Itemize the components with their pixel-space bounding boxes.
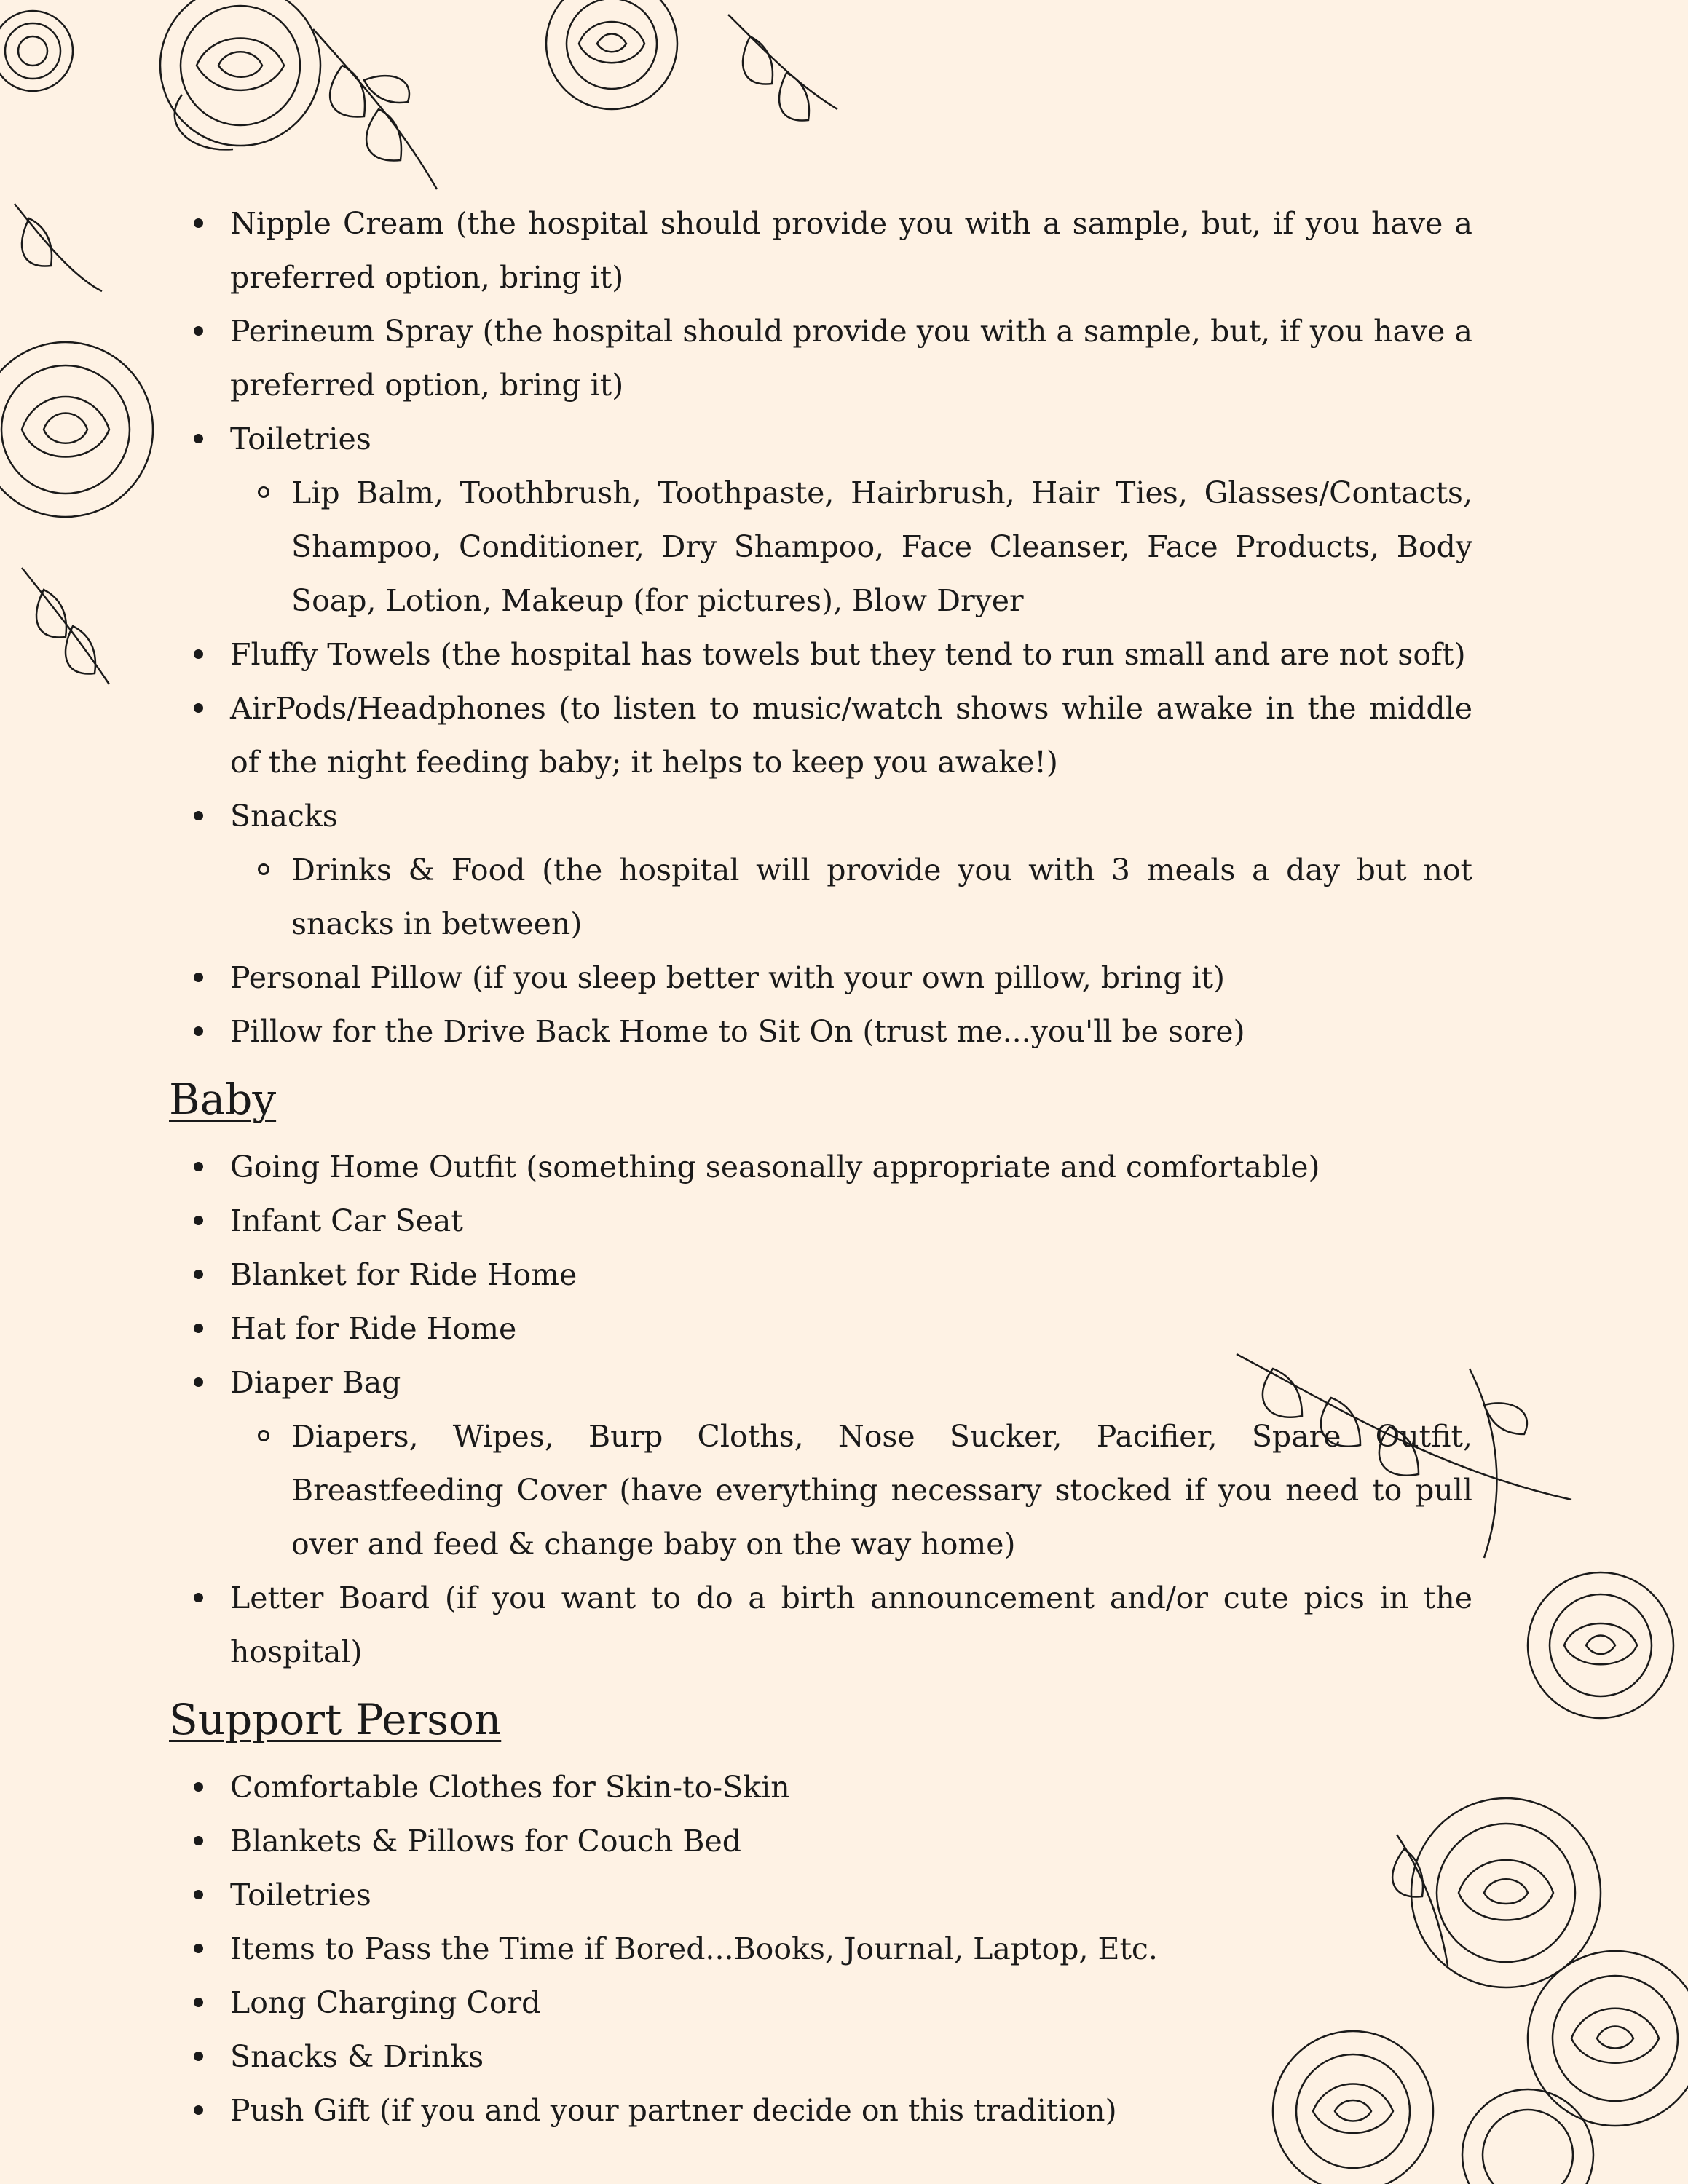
sub-list-item: Drinks & Food (the hospital will provide you with 3 meals a day but not snacks in between): [230, 843, 1472, 951]
list-item: Toiletries: [169, 1868, 1472, 1922]
list-item: Pillow for the Drive Back Home to Sit On (trust me...you'll be sore): [169, 1005, 1472, 1059]
rose-icon: [1528, 1951, 1688, 2126]
checklist-content: [169, 197, 1472, 2137]
list-item: AirPods/Headphones (to listen to music/watch shows while awake in the middle of the night feeding baby; it helps to keep you awake!): [169, 681, 1472, 789]
rose-icon: [160, 0, 320, 149]
list-item: [169, 412, 1472, 628]
list-item: Going Home Outfit (something seasonally appropriate and comfortable): [169, 1140, 1472, 1194]
list-item: Items to Pass the Time if Bored...Books, Journal, Laptop, Etc.: [169, 1922, 1472, 1976]
list-item: Letter Board (if you want to do a birth announcement and/or cute pics in the hospital): [169, 1571, 1472, 1679]
sub-list: [230, 466, 1472, 628]
rose-icon: [1462, 2089, 1593, 2184]
list-item: Nipple Cream (the hospital should provide you with a sample, but, if you have a preferred option, bring it): [169, 197, 1472, 304]
rose-icon: [0, 342, 153, 517]
list-item: Snacks & Drinks: [169, 2030, 1472, 2084]
sub-list: [230, 843, 1472, 951]
rose-icon: [1528, 1572, 1673, 1718]
list-item: Blankets & Pillows for Couch Bed: [169, 1814, 1472, 1868]
section-heading-support-person: Support Person: [169, 1695, 502, 1744]
list-item-label: Snacks: [230, 799, 338, 834]
list-item: Infant Car Seat: [169, 1194, 1472, 1248]
list-item: Comfortable Clothes for Skin-to-Skin: [169, 1760, 1472, 1814]
flower-cluster-icon: [0, 11, 73, 91]
list-item: Fluffy Towels (the hospital has towels but they tend to run small and are not soft): [169, 628, 1472, 681]
support-person-items-list: [169, 1760, 1472, 2137]
list-item-label: Diaper Bag: [230, 1365, 401, 1400]
list-item: Hat for Ride Home: [169, 1302, 1472, 1356]
list-item: [169, 1356, 1472, 1571]
list-item: Long Charging Cord: [169, 1976, 1472, 2030]
rose-icon: [546, 0, 677, 109]
list-item: Perineum Spray (the hospital should provide you with a sample, but, if you have a preferred option, bring it): [169, 304, 1472, 412]
list-item: Blanket for Ride Home: [169, 1248, 1472, 1302]
section-heading-baby: Baby: [169, 1075, 277, 1124]
list-item-label: Toiletries: [230, 422, 371, 456]
sub-list-item: Lip Balm, Toothbrush, Toothpaste, Hairbrush, Hair Ties, Glasses/Contacts, Shampoo, Conditioner, Dry Shampoo, Face Cleanser, Face Products, Body Soap, Lotion, Makeup (for pictures), Blow Dryer: [230, 466, 1472, 628]
list-item: [169, 789, 1472, 951]
sub-list: [230, 1409, 1472, 1571]
list-item: Push Gift (if you and your partner decide on this tradition): [169, 2084, 1472, 2137]
mom-items-list: [169, 197, 1472, 1059]
list-item: Personal Pillow (if you sleep better with your own pillow, bring it): [169, 951, 1472, 1005]
baby-items-list: [169, 1140, 1472, 1679]
sub-list-item: Diapers, Wipes, Burp Cloths, Nose Sucker, Pacifier, Spare Outfit, Breastfeeding Cover (have everything necessary stocked if you need to pull over and feed & change baby on the way home): [230, 1409, 1472, 1571]
